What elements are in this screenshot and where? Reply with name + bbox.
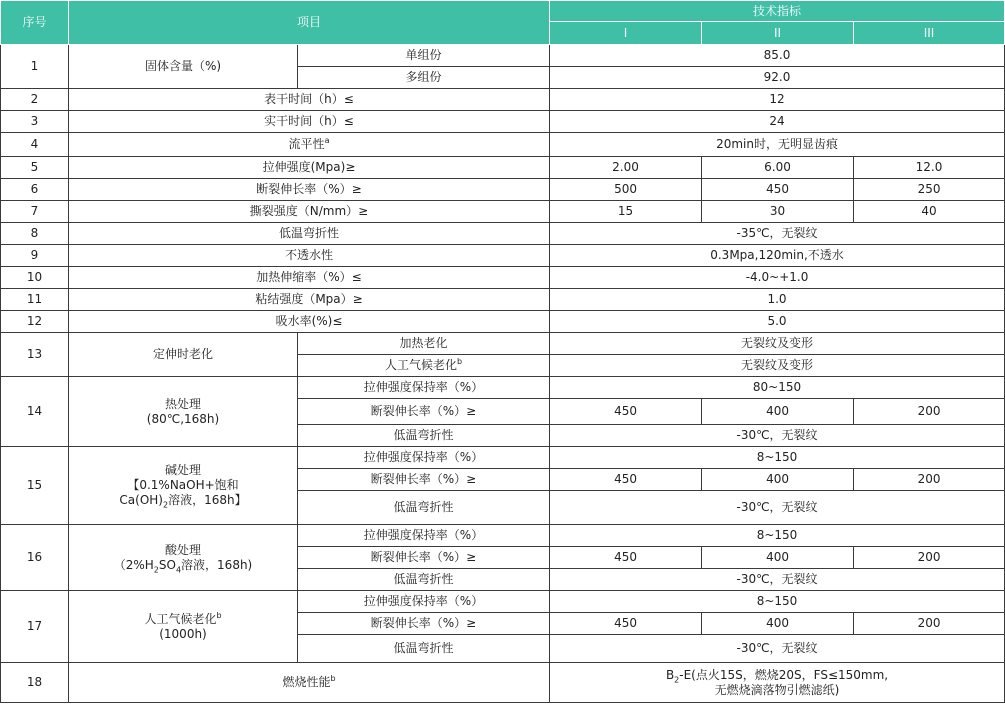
row-no: 1 — [1, 45, 69, 89]
footnote-mark: b — [216, 610, 222, 620]
table-row — [1, 133, 1005, 157]
row-item — [69, 447, 298, 525]
grade-1-value: 450 — [550, 613, 702, 635]
row-value: -30℃，无裂纹 — [550, 425, 1005, 447]
grade-1-value: 450 — [550, 547, 702, 569]
grade-1-value: 500 — [550, 179, 702, 201]
row-no: 7 — [1, 201, 69, 223]
row-no: 14 — [1, 377, 69, 447]
row-no: 5 — [1, 157, 69, 179]
item-label: 热处理 — [164, 396, 201, 411]
grade-2-value: 400 — [702, 469, 854, 491]
row-value: -35℃，无裂纹 — [550, 223, 1005, 245]
row-no: 11 — [1, 289, 69, 311]
row-item — [69, 591, 298, 663]
row-value: 0.3Mpa,120min,不透水 — [550, 245, 1005, 267]
grade-3-value: 250 — [854, 179, 1005, 201]
row-item: 拉伸强度(Mpa)≥ — [69, 157, 550, 179]
grade-2-value: 400 — [702, 547, 854, 569]
item-condition: $Ca(OH)_2$溶液，168h】 — [119, 493, 247, 510]
col-header-item: 项目 — [69, 1, 550, 45]
grade-3-value: 12.0 — [854, 157, 1005, 179]
row-value: 12 — [550, 89, 1005, 111]
row-value: -30℃，无裂纹 — [550, 635, 1005, 663]
table-row — [1, 591, 1005, 613]
row-no: 3 — [1, 111, 69, 133]
row-subitem: 低温弯折性 — [298, 569, 550, 591]
row-item — [69, 525, 298, 591]
row-item: 实干时间（h）≤ — [69, 111, 550, 133]
item-label: 流平性 — [288, 137, 325, 151]
grade-2-value: 400 — [702, 613, 854, 635]
row-no: 2 — [1, 89, 69, 111]
row-item: 表干时间（h）≤ — [69, 89, 550, 111]
grade-2-value: 450 — [702, 179, 854, 201]
row-no: 13 — [1, 333, 69, 377]
table-row — [1, 223, 1005, 245]
row-subitem: 拉伸强度保持率（%） — [298, 525, 550, 547]
col-header-grade-2: II — [702, 22, 854, 45]
row-value: 8~150 — [550, 591, 1005, 613]
row-subitem: 断裂伸长率（%）≥ — [298, 613, 550, 635]
table-row — [1, 663, 1005, 703]
row-value: -4.0~+1.0 — [550, 267, 1005, 289]
row-value: 5.0 — [550, 311, 1005, 333]
item-label: 燃烧性能 — [282, 675, 331, 689]
grade-3-value: 200 — [854, 399, 1005, 425]
row-no: 9 — [1, 245, 69, 267]
row-value: 8~150 — [550, 447, 1005, 469]
row-subitem: 多组份 — [298, 67, 550, 89]
row-subitem: 低温弯折性 — [298, 635, 550, 663]
grade-2-value: 30 — [702, 201, 854, 223]
row-no: 16 — [1, 525, 69, 591]
grade-3-value: 200 — [854, 613, 1005, 635]
row-subitem: 低温弯折性 — [298, 491, 550, 525]
col-header-grade-3: III — [854, 22, 1005, 45]
row-item: 加热伸缩率（%）≤ — [69, 267, 550, 289]
table-row — [1, 377, 1005, 399]
grade-3-value: 200 — [854, 469, 1005, 491]
table-row — [1, 447, 1005, 469]
row-value: 92.0 — [550, 67, 1005, 89]
row-item: 固体含量（%) — [69, 45, 298, 89]
value-line: $B_2-E$(点火15S，燃烧20S，FS≤150mm, — [665, 667, 889, 684]
table-row — [1, 525, 1005, 547]
table-row — [1, 179, 1005, 201]
row-no: 18 — [1, 663, 69, 703]
row-subitem: 拉伸强度保持率（%） — [298, 447, 550, 469]
item-condition: (80℃,168h) — [146, 411, 220, 426]
row-item: 低温弯折性 — [69, 223, 550, 245]
row-subitem: 加热老化 — [298, 333, 550, 355]
grade-1-value: 450 — [550, 399, 702, 425]
row-value: 80~150 — [550, 377, 1005, 399]
row-item: 断裂伸长率（%）≥ — [69, 179, 550, 201]
table-row — [1, 89, 1005, 111]
table-row — [1, 45, 1005, 67]
table-row — [1, 157, 1005, 179]
row-value: -30℃，无裂纹 — [550, 569, 1005, 591]
row-no: 12 — [1, 311, 69, 333]
row-value: 8~150 — [550, 525, 1005, 547]
item-label: 酸处理 — [164, 542, 201, 557]
grade-1-value: 15 — [550, 201, 702, 223]
row-item — [69, 663, 550, 703]
table-row — [1, 311, 1005, 333]
item-label: 碱处理 — [164, 463, 201, 477]
row-item — [69, 133, 550, 157]
row-item: 粘结强度（Mpa）≥ — [69, 289, 550, 311]
row-subitem: 拉伸强度保持率（%） — [298, 591, 550, 613]
grade-3-value: 200 — [854, 547, 1005, 569]
row-item: 不透水性 — [69, 245, 550, 267]
row-subitem: 低温弯折性 — [298, 425, 550, 447]
row-no: 15 — [1, 447, 69, 525]
table-row — [1, 267, 1005, 289]
row-value: 无裂纹及变形 — [550, 355, 1005, 377]
table-row — [1, 201, 1005, 223]
item-label: 人工气候老化$^b$ — [144, 610, 222, 626]
item-condition: (1000h) — [159, 626, 207, 641]
row-subitem — [298, 355, 550, 377]
row-no: 4 — [1, 133, 69, 157]
row-subitem: 断裂伸长率（%）≥ — [298, 399, 550, 425]
row-item: 吸水率(%)≤ — [69, 311, 550, 333]
row-no: 10 — [1, 267, 69, 289]
row-subitem: 拉伸强度保持率（%） — [298, 377, 550, 399]
col-header-no: 序号 — [1, 1, 69, 45]
row-value: -30℃，无裂纹 — [550, 491, 1005, 525]
row-value — [550, 663, 1005, 703]
grade-3-value: 40 — [854, 201, 1005, 223]
row-value: 1.0 — [550, 289, 1005, 311]
row-value: 85.0 — [550, 45, 1005, 67]
footnote-mark: b — [330, 674, 336, 683]
grade-2-value: 400 — [702, 399, 854, 425]
table-row — [1, 289, 1005, 311]
row-item: 撕裂强度（N/mm）≥ — [69, 201, 550, 223]
row-no: 17 — [1, 591, 69, 663]
table-row — [1, 111, 1005, 133]
grade-1-value: 450 — [550, 469, 702, 491]
footnote-mark: a — [324, 136, 330, 145]
row-no: 8 — [1, 223, 69, 245]
row-subitem: 单组份 — [298, 45, 550, 67]
footnote-mark: b — [456, 357, 463, 366]
row-item: 定伸时老化 — [69, 333, 298, 377]
subitem-label: 人工气候老化 — [384, 358, 457, 372]
col-header-spec: 技术指标 — [550, 1, 1005, 22]
row-value: 24 — [550, 111, 1005, 133]
row-value: 无裂纹及变形 — [550, 333, 1005, 355]
col-header-grade-1: I — [550, 22, 702, 45]
grade-2-value: 6.00 — [702, 157, 854, 179]
table-row — [1, 245, 1005, 267]
row-item — [69, 377, 298, 447]
item-condition: （$2\%H_2SO_4$溶液，168h) — [113, 557, 253, 574]
table-row — [1, 333, 1005, 355]
row-no: 6 — [1, 179, 69, 201]
row-subitem: 断裂伸长率（%）≥ — [298, 469, 550, 491]
grade-1-value: 2.00 — [550, 157, 702, 179]
item-condition: 【0.1%NaOH+饱和 — [127, 478, 239, 492]
row-subitem: 断裂伸长率（%）≥ — [298, 547, 550, 569]
value-line: 无燃烧滴落物引燃滤纸) — [714, 682, 840, 697]
row-value: 20min时，无明显齿痕 — [550, 133, 1005, 157]
